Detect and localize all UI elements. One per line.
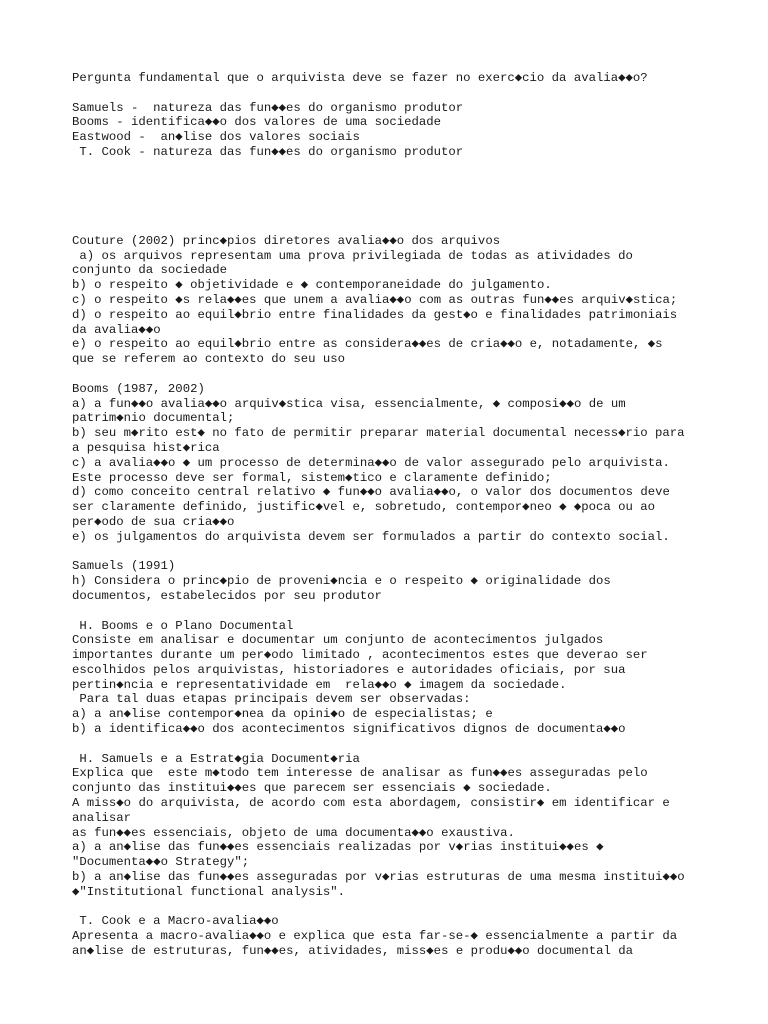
- text-line: analisar: [72, 810, 132, 825]
- text-line: Apresenta a macro-avalia◆◆o e explica que esta far-se-◆ essencialmente a partir da: [72, 929, 678, 944]
- authors-summary-paragraph: [72, 101, 762, 160]
- text-line: e) os julgamentos do arquivista devem ser formulados a partir do contexto social.: [72, 529, 670, 544]
- text-line: b) a an◆lise das fun◆◆es asseguradas por v◆rias estruturas de uma mesma institui◆◆o: [72, 870, 685, 885]
- text-line: patrim◆nio documental;: [72, 411, 235, 426]
- text-line: conjunto das institui◆◆es que parecem ser essenciais ◆ sociedade.: [72, 781, 552, 796]
- text-line: escolhidos pelos arquivistas, historiadores e autoridades oficiais, por sua: [72, 662, 626, 677]
- text-line: que se referem ao contexto do seu uso: [72, 352, 346, 367]
- booms-plano-paragraph: [72, 619, 762, 737]
- text-line: Samuels - natureza das fun◆◆es do organismo produtor: [72, 100, 464, 115]
- booms-paragraph: [72, 382, 762, 545]
- text-line: Para tal duas etapas principais devem ser observadas:: [72, 692, 471, 707]
- text-line: T. Cook - natureza das fun◆◆es do organismo produtor: [72, 144, 464, 159]
- blank-line: [72, 900, 762, 915]
- text-line: a) os arquivos representam uma prova privilegiada de todas as atividades do: [72, 248, 633, 263]
- section-heading: Booms (1987, 2002): [72, 381, 205, 396]
- cook-macro-paragraph: [72, 914, 762, 958]
- text-line: a) a an◆lise das fun◆◆es essenciais realizadas por v◆rias institui◆◆es ◆: [72, 840, 604, 855]
- text-line: a pesquisa hist◆rica: [72, 440, 220, 455]
- section-heading: H. Booms e o Plano Documental: [72, 618, 294, 633]
- text-line: b) seu m◆rito est◆ no fato de permitir preparar material documental necess◆rio para: [72, 426, 685, 441]
- text-line: Pergunta fundamental que o arquivista deve se fazer no exerc◆cio da avalia◆◆o?: [72, 71, 648, 85]
- samuels-paragraph: [72, 559, 762, 603]
- document-page: [72, 71, 762, 959]
- text-line: e) o respeito ao equil◆brio entre as considera◆◆es de cria◆◆o e, notadamente, ◆s: [72, 337, 663, 352]
- section-heading: T. Cook e a Macro-avalia◆◆o: [72, 914, 279, 929]
- text-line: "Documenta◆◆o Strategy";: [72, 855, 250, 870]
- text-line: Eastwood - an◆lise dos valores sociais: [72, 130, 360, 145]
- samuels-estrategia-paragraph: [72, 752, 762, 900]
- text-line: d) o respeito ao equil◆brio entre finalidades da gest◆o e finalidades patrimoniais: [72, 307, 678, 322]
- section-heading: Couture (2002) princ◆pios diretores avalia◆◆o dos arquivos: [72, 233, 501, 248]
- text-line: pertin◆ncia e representatividade em rela◆◆o ◆ imagem da sociedade.: [72, 677, 567, 692]
- text-line: a) a fun◆◆o avalia◆◆o arquiv◆stica visa, essencialmente, ◆ composi◆◆o de um: [72, 396, 626, 411]
- text-line: Booms - identifica◆◆o dos valores de uma sociedade: [72, 115, 442, 130]
- section-heading: H. Samuels e a Estrat◆gia Document◆ria: [72, 751, 360, 766]
- text-line: importantes durante um per◆odo limitado , acontecimentos estes que deverao ser: [72, 648, 648, 663]
- text-line: ◆"Institutional functional analysis".: [72, 884, 346, 899]
- blank-line: [72, 545, 762, 560]
- text-line: h) Considera o princ◆pio de proveni◆ncia e o respeito ◆ originalidade dos: [72, 574, 611, 589]
- couture-paragraph: [72, 234, 762, 367]
- blank-line: [72, 86, 762, 101]
- text-line: da avalia◆◆o: [72, 322, 161, 337]
- question-paragraph: [72, 71, 762, 86]
- text-line: an◆lise de estruturas, fun◆◆es, atividades, miss◆es e produ◆◆o documental da: [72, 944, 633, 959]
- text-line: Consiste em analisar e documentar um conjunto de acontecimentos julgados: [72, 633, 604, 648]
- blank-line: [72, 604, 762, 619]
- text-line: b) a identifica◆◆o dos acontecimentos significativos dignos de documenta◆◆o: [72, 722, 626, 737]
- text-line: ser claramente definido, justific◆vel e, sobretudo, contempor◆neo ◆ ◆poca ou ao: [72, 500, 656, 515]
- text-line: documentos, estabelecidos por seu produtor: [72, 588, 382, 603]
- text-line: c) a avalia◆◆o ◆ um processo de determina◆◆o de valor assegurado pelo arquivista.: [72, 455, 670, 470]
- text-line: A miss◆o do arquivista, de acordo com esta abordagem, consistir◆ em identificar e: [72, 796, 670, 811]
- text-line: b) o respeito ◆ objetividade e ◆ contemporaneidade do julgamento.: [72, 278, 552, 293]
- text-line: Explica que este m◆todo tem interesse de analisar as fun◆◆es asseguradas pelo: [72, 766, 648, 781]
- blank-line: [72, 367, 762, 382]
- blank-space: [72, 160, 762, 234]
- text-line: c) o respeito ◆s rela◆◆es que unem a avalia◆◆o com as outras fun◆◆es arquiv◆stica;: [72, 292, 678, 307]
- section-heading: Samuels (1991): [72, 559, 176, 574]
- text-line: a) a an◆lise contempor◆nea da opini◆o de especialistas; e: [72, 707, 493, 722]
- text-line: Este processo deve ser formal, sistem◆tico e claramente definido;: [72, 470, 552, 485]
- text-line: d) como conceito central relativo ◆ fun◆◆o avalia◆◆o, o valor dos documentos deve: [72, 485, 670, 500]
- blank-line: [72, 737, 762, 752]
- text-line: per◆odo de sua cria◆◆o: [72, 514, 235, 529]
- text-line: as fun◆◆es essenciais, objeto de uma documenta◆◆o exaustiva.: [72, 825, 515, 840]
- text-line: conjunto da sociedade: [72, 263, 227, 278]
